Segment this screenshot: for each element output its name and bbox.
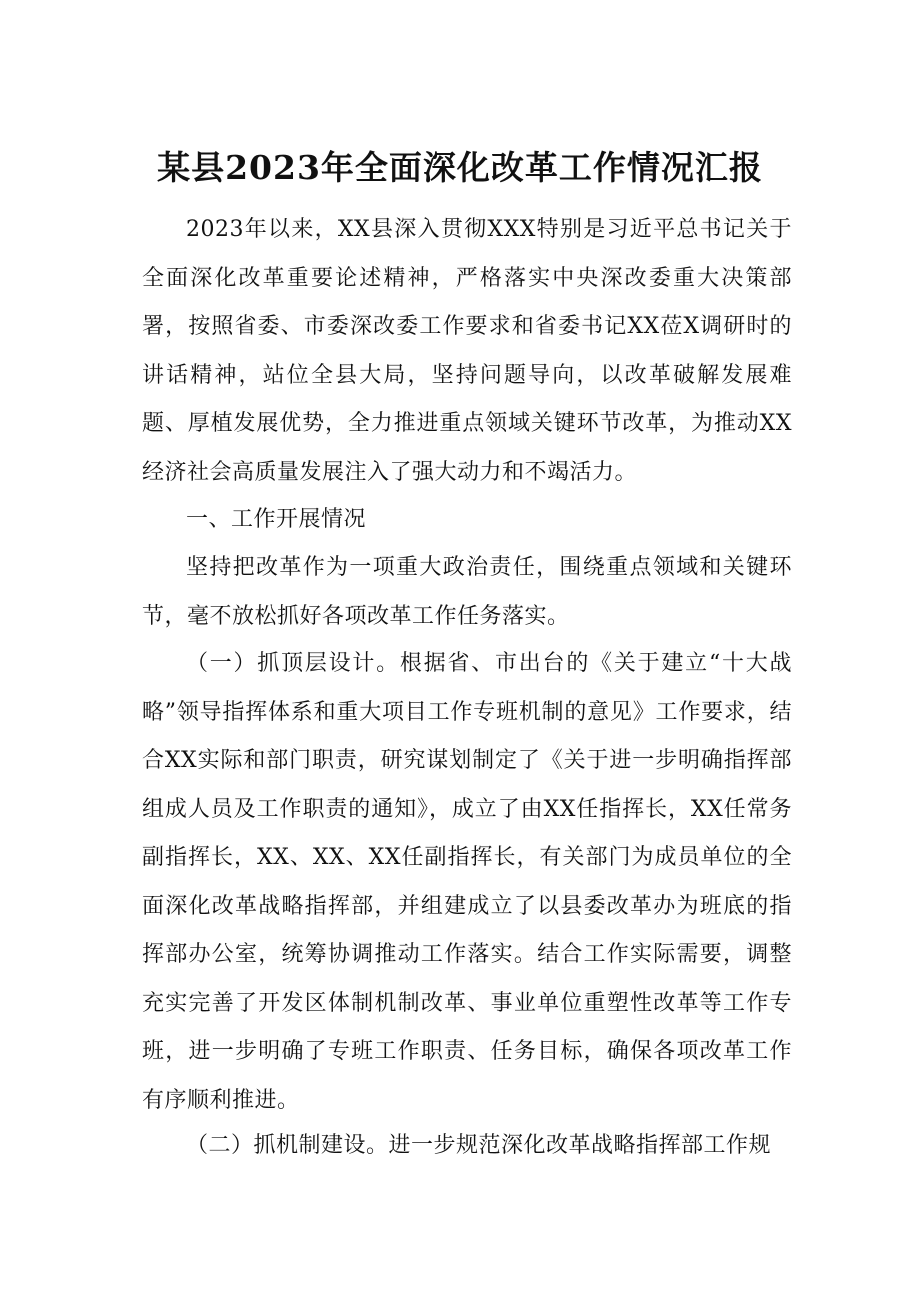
- paragraph-top-level-design: （一）抓顶层设计。根据省、市出台的《关于建立“十大战略”领导指挥体系和重大项目工作专班机制的意见》工作要求，结合XX实际和部门职责，研究谋划制定了《关于进一步明确指挥部组成人员及工作职责的通知》，成立了由XX任指挥长，XX任常务副指挥长，XX、XX、XX任副指挥长，有关部门为成员单位的全面深化改革战略指挥部，并组建成立了以县委改革办为班底的指挥部办公室，统筹协调推动工作落实。结合工作实际需要，调整充实完善了开发区体制机制改革、事业单位重塑性改革等工作专班，进一步明确了专班工作职责、任务目标，确保各项改革工作有序顺利推进。: [142, 651, 792, 1113]
- paragraph-intro: 2023年以来，XX县深入贯彻XXX特别是习近平总书记关于全面深化改革重要论述精神，严格落实中央深改委重大决策部署，按照省委、市委深改委工作要求和省委书记XX莅X调研时的讲话精神，站位全县大局，坚持问题导向，以改革破解发展难题、厚植发展优势，全力推进重点领域关键环节改革，为推动XX经济社会高质量发展注入了强大动力和不竭活力。: [142, 217, 792, 485]
- paragraph-mechanism-building: （二）抓机制建设。进一步规范深化改革战略指挥部工作规: [186, 1133, 772, 1158]
- paragraph-overview: 坚持把改革作为一项重大政治责任，围绕重点领域和关键环节，毫不放松抓好各项改革工作任务落实。: [142, 555, 792, 629]
- section-heading-work-status: 一、工作开展情况: [186, 507, 367, 532]
- document-title: 某县2023年全面深化改革工作情况汇报: [157, 148, 763, 187]
